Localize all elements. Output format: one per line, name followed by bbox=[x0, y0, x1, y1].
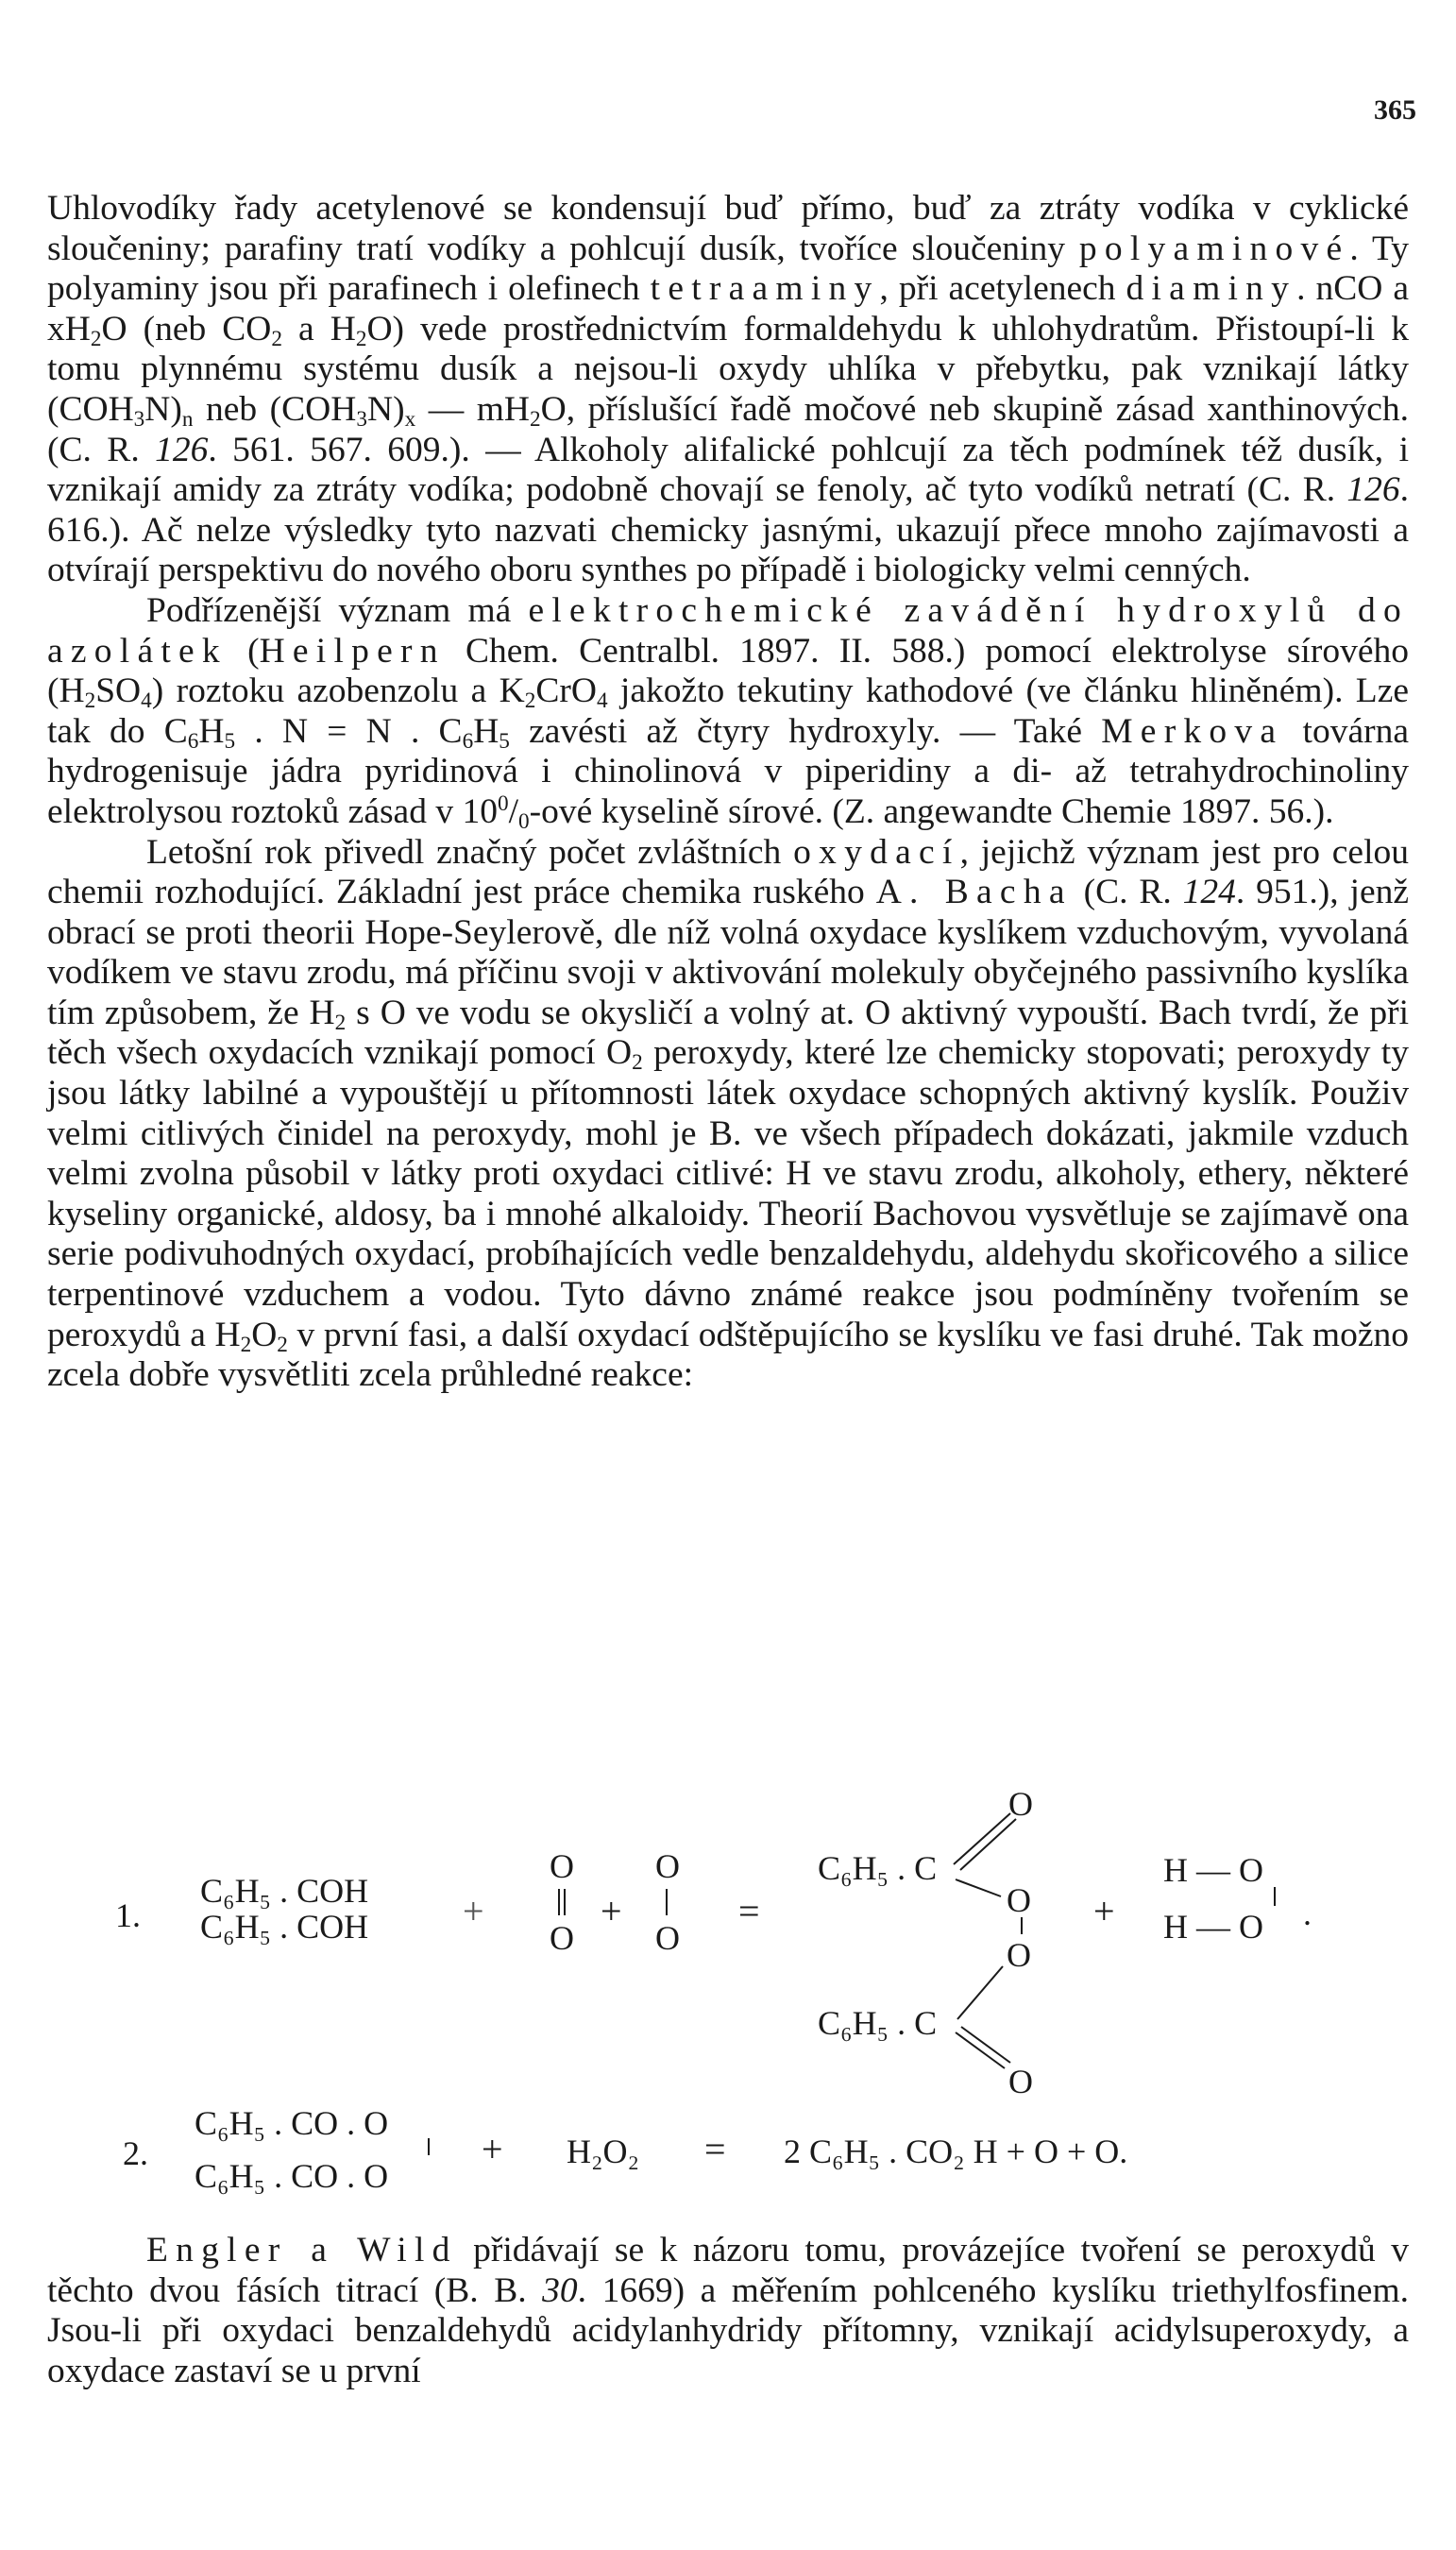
eq1-water-top: H — O bbox=[1163, 1851, 1263, 1889]
eq1-peroxide-o-bottom: O bbox=[1007, 1936, 1031, 1974]
eq2-hydrogen-peroxide: H₂O₂ bbox=[567, 2133, 640, 2170]
paragraph-2: Podřízenější význam má elektrochemické zavádění hydroxylů do azolátek (Heilpern Chem. Centralbl. 1897. II. 588.) pomocí elektrolyse sírového $(H_2SO_4)$ roztoku azobenzolu a $K_2CrO_4$ jakožto tekutiny kathodové (ve článku hliněném). Lze tak do $C_6H_5$ . N = N . $C_6H_5$ zavésti až čtyry hydroxyly. — Také Merkova továrna hydrogenisuje jádra pyridinová i chinolinová v piperidiny a di- až tetrahydrochinoliny elektrolysou roztoků zásad v $10^0/_0$-ové kyselině sírové. (Z. angewandte Chemie 1897. 56.). bbox=[47, 590, 1409, 834]
paragraph-1: Uhlovodíky řady acetylenové se kondensují buď přímo, buď za ztráty vodíka v cyklické sloučeniny; parafiny tratí vodíky a pohlcují dusík, tvoříce sloučeniny polyaminové. Ty polyaminy jsou při parafinech i olefinech tetraaminy, při acetylenech diaminy. nCO a $xH_2O$ (neb $CO_2$ a $H_2O$) vede prostřednictvím formaldehydu k uhlohydratům. Přistoupí-li k tomu plynnému systému dusík a nejsou-li oxydy uhlíka v přebytku, pak vznikají látky $(COH_3N)_n$ neb $(COH_3N)_x$ — $mH_2O$, příslušící řadě močové neb skupině zásad xanthinových. (C. R. 126. 561. 567. 609.). — Alkoholy alifalické pohlcují za těch podmínek též dusík, i vznikají amidy za ztráty vodíka; podobně chovají se fenoly, ač tyto vodíků netratí (C. R. 126. 616.). Ač nelze výsledky tyto nazvati chemicky jasnými, ukazují přece mnoho zajímavosti a otvírají perspektivu do nového oboru synthes po případě i biologicky velmi cenných. bbox=[47, 189, 1410, 590]
eq1-reactant-top: C₆H₅ . COH bbox=[200, 1872, 369, 1910]
paragraph-3: Letošní rok přivedl značný počet zvláštních oxydací, jejichž význam jest pro celou chemii rozhodující. Základní jest práce chemika ruského A. Bacha (C. R. 124. 951.), jenž obrací se proti theorii Hope-Seylerově, dle níž volná oxydace kyslíkem vzduchovým, vyvolaná vodíkem ve stavu zrodu, má příčinu svoji v aktivování molekuly obyčejného passivního kyslíka tím způsobem, že $H_2$ s O ve vodu se okysličí a volný at. O aktivný vypouští. Bach tvrdí, že při těch všech oxydacích vznikají pomocí $O_2$ peroxydy, které lze chemicky stopovati; peroxydy ty jsou látky labilné a vypouštějí u přítomnosti látek oxydace schopných aktivný kyslík. Použiv velmi citlivých činidel na peroxydy, mohl je B. ve všech případech dokázati, jakmile vzduch velmi zvolna působil v látky proti oxydaci citlivé: H ve stavu zrodu, alkoholy, ethery, některé kyseliny organické, aldosy, ba i mnohé alkaloidy. Theorií Bachovou vysvětluje se zajímavě ona serie podivuhodných oxydací, probíhajících vedle benzaldehydu, aldehydu skořicového a silice terpentinové vzduchem a vodou. Tyto dávno známé reakce jsou podmíněny tvořením se peroxydů a $H_2O_2$ v první fasi, a další oxydací odštěpujícího se kyslíku ve fasi druhé. Tak možno zcela dobře vysvětliti zcela průhledné reakce: bbox=[47, 832, 1409, 1395]
eq1-reactant-bottom: C₆H₅ . COH bbox=[200, 1908, 369, 1946]
eq1-product-bottom: C₆H₅ . C bbox=[818, 2004, 938, 2042]
equation-2-number: 2. bbox=[123, 2134, 148, 2172]
eq2-equals: = bbox=[704, 2128, 726, 2170]
eq1-product-carbonyl-o-bottom: O bbox=[1008, 2063, 1033, 2100]
eq1-oxygen-1a: O bbox=[550, 1847, 574, 1885]
equation-1-number: 1. bbox=[115, 1896, 141, 1934]
eq1-plus-3: + bbox=[1093, 1890, 1115, 1932]
text-block-bottom bbox=[47, 2231, 1409, 2391]
eq1-product-top: C₆H₅ . C bbox=[818, 1849, 938, 1887]
eq1-oxygen-2b: O bbox=[655, 1919, 680, 1957]
paragraph-4: Engler a Wild přidávají se k názoru tomu, provázejíce tvoření se peroxydů v těchto dvou fásích titrací (B. B. 30. 1669) a měřením pohlceného kyslíku triethylfosfinem. Jsou-li při oxydaci benzaldehydů acidylanhydridy přítomny, vznikají acidylsuperoxydy, a oxydace zastaví se u první bbox=[47, 2231, 1409, 2390]
eq1-oxygen-2a: O bbox=[655, 1847, 680, 1885]
eq1-plus-2: + bbox=[601, 1890, 622, 1932]
eq2-products: 2 C₆H₅ . CO₂ H + O + O. bbox=[784, 2133, 1128, 2170]
eq1-end-dot: . bbox=[1303, 1895, 1312, 1932]
eq1-plus-1: + bbox=[463, 1890, 484, 1932]
eq1-equals: = bbox=[738, 1890, 760, 1932]
eq1-oxygen-1b: O bbox=[550, 1919, 574, 1957]
eq1-peroxide-o-top: O bbox=[1007, 1881, 1031, 1919]
eq2-reactant-bottom: C₆H₅ . CO . O bbox=[195, 2157, 389, 2195]
eq2-plus: + bbox=[482, 2128, 503, 2170]
reaction-equations bbox=[0, 1785, 1456, 2195]
text-block-top bbox=[47, 189, 1409, 1396]
eq2-reactant-top: C₆H₅ . CO . O bbox=[195, 2104, 389, 2142]
page-number: 365 bbox=[1374, 94, 1416, 126]
eq1-product-carbonyl-o-top: O bbox=[1008, 1785, 1033, 1823]
eq1-water-bottom: H — O bbox=[1163, 1908, 1263, 1946]
